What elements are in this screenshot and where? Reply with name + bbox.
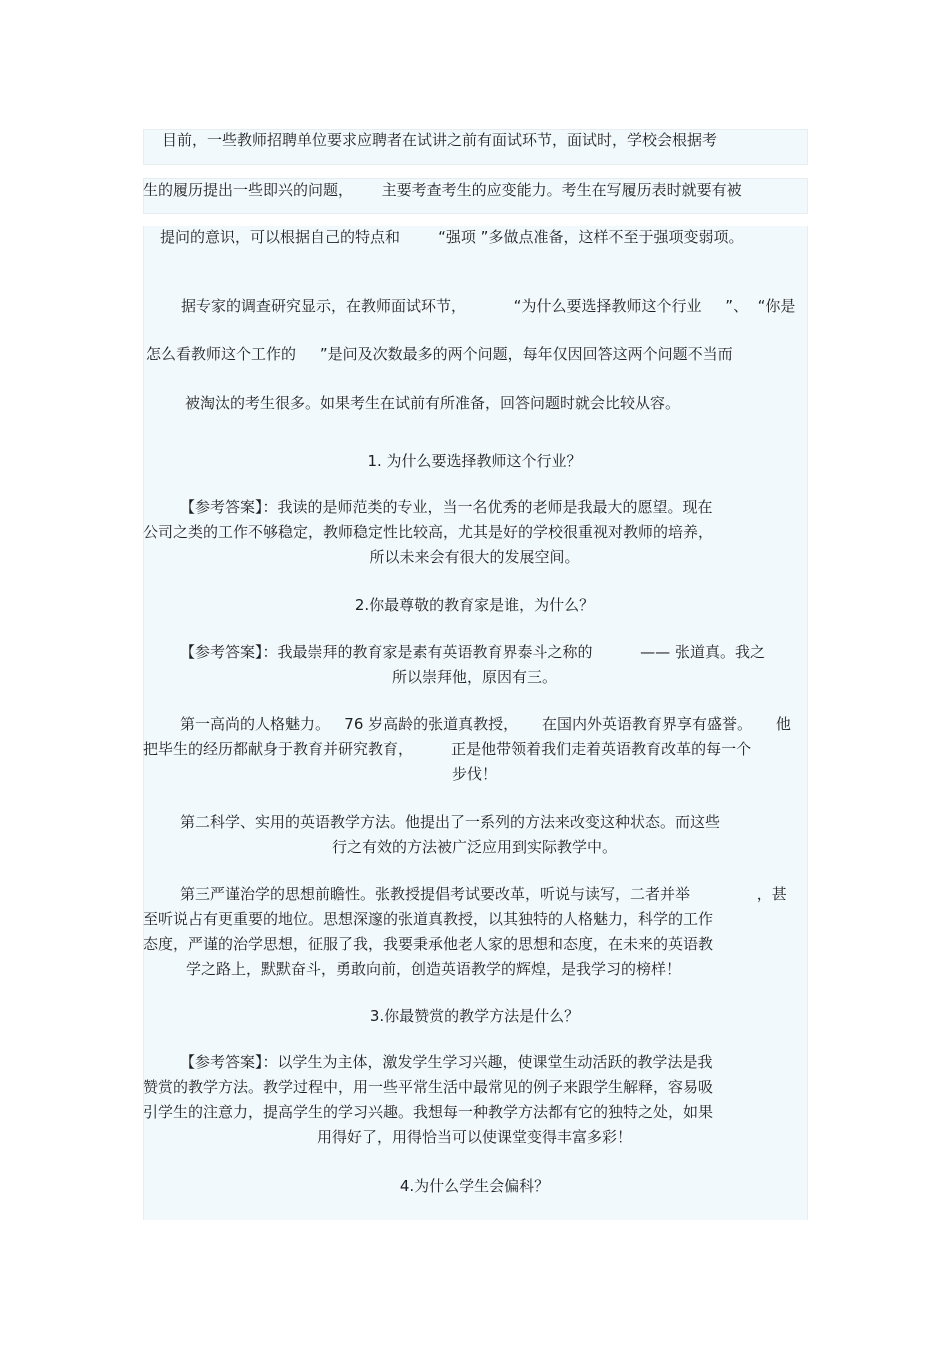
intro-line-1: 目前，一些教师招聘单位要求应聘者在试讲之前有面试环节，面试时，学校会根据考 bbox=[162, 131, 718, 149]
reason-3-line-1: 第三严谨治学的思想前瞻性。张教授提倡考试要改革，听说与读写，二者并举 ，甚 bbox=[180, 885, 787, 903]
research-line-3: 被淘汰的考生很多。如果考生在试前有所准备，回答问题时就会比较从容。 bbox=[185, 394, 681, 412]
answer-1-line-3: 所以未来会有很大的发展空间。 bbox=[369, 548, 580, 566]
question-3-heading: 3.你最赞赏的教学方法是什么？ bbox=[369, 1007, 580, 1025]
answer-3-line-2: 赞赏的教学方法。教学过程中，用一些平常生活中最常见的例子来跟学生解释，容易吸 bbox=[143, 1078, 714, 1096]
reason-3-line-2: 至听说占有更重要的地位。思想深邃的张道真教授，以其独特的人格魅力，科学的工作 bbox=[143, 910, 714, 928]
answer-3-line-3: 引学生的注意力，提高学生的学习兴趣。我想每一种教学方法都有它的独特之处，如果 bbox=[143, 1103, 714, 1121]
question-2-heading: 2.你最尊敬的教育家是谁，为什么？ bbox=[354, 596, 595, 614]
reason-1-line-1: 第一高尚的人格魅力。 76 岁高龄的张道真教授， 在国内外英语教育界享有盛誉。 他 bbox=[180, 715, 791, 733]
intro-line-2: 生的履历提出一些即兴的问题， 主要考查考生的应变能力。考生在写履历表时就要有被 bbox=[143, 181, 742, 199]
reason-1-line-3: 步伐！ bbox=[451, 765, 497, 783]
research-line-1: 据专家的调查研究显示，在教师面试环节， “为什么要选择教师这个行业 ”、 “你是 bbox=[181, 297, 796, 315]
answer-2-line-1: 【参考答案】：我最崇拜的教育家是素有英语教育界泰斗之称的 —— 张道真。我之 bbox=[180, 643, 765, 661]
answer-2-line-2: 所以崇拜他，原因有三。 bbox=[391, 668, 557, 686]
answer-1-line-2: 公司之类的工作不够稳定，教师稳定性比较高，尤其是好的学校很重视对教师的培养， bbox=[143, 523, 714, 541]
intro-line-3: 提问的意识，可以根据自己的特点和 “强项 ”多做点准备，这样不至于强项变弱项。 bbox=[160, 228, 744, 246]
reason-2-line-1: 第二科学、实用的英语教学方法。他提出了一系列的方法来改变这种状态。而这些 bbox=[180, 813, 721, 831]
reason-1-line-2: 把毕生的经历都献身于教育并研究教育， 正是他带领着我们走着英语教育改革的每一个 bbox=[143, 740, 752, 758]
reason-2-line-2: 行之有效的方法被广泛应用到实际教学中。 bbox=[331, 838, 617, 856]
question-4-heading: 4.为什么学生会偏科？ bbox=[399, 1177, 550, 1195]
reason-3-line-3: 态度，严谨的治学思想，征服了我，我要秉承他老人家的思想和态度，在未来的英语教 bbox=[143, 935, 714, 953]
question-1-heading: 1. 为什么要选择教师这个行业？ bbox=[367, 452, 582, 470]
answer-3-line-1: 【参考答案】：以学生为主体，激发学生学习兴趣，使课堂生动活跃的教学法是我 bbox=[180, 1053, 713, 1071]
answer-3-line-4: 用得好了，用得恰当可以使课堂变得丰富多彩！ bbox=[316, 1128, 632, 1146]
answer-1-line-1: 【参考答案】：我读的是师范类的专业，当一名优秀的老师是我最大的愿望。现在 bbox=[180, 498, 713, 516]
research-line-2: 怎么看教师这个工作的 ”是问及次数最多的两个问题，每年仅因回答这两个问题不当而 bbox=[146, 345, 733, 363]
reason-3-line-4: 学之路上，默默奋斗，勇敢向前，创造英语教学的辉煌，是我学习的榜样！ bbox=[186, 960, 682, 978]
